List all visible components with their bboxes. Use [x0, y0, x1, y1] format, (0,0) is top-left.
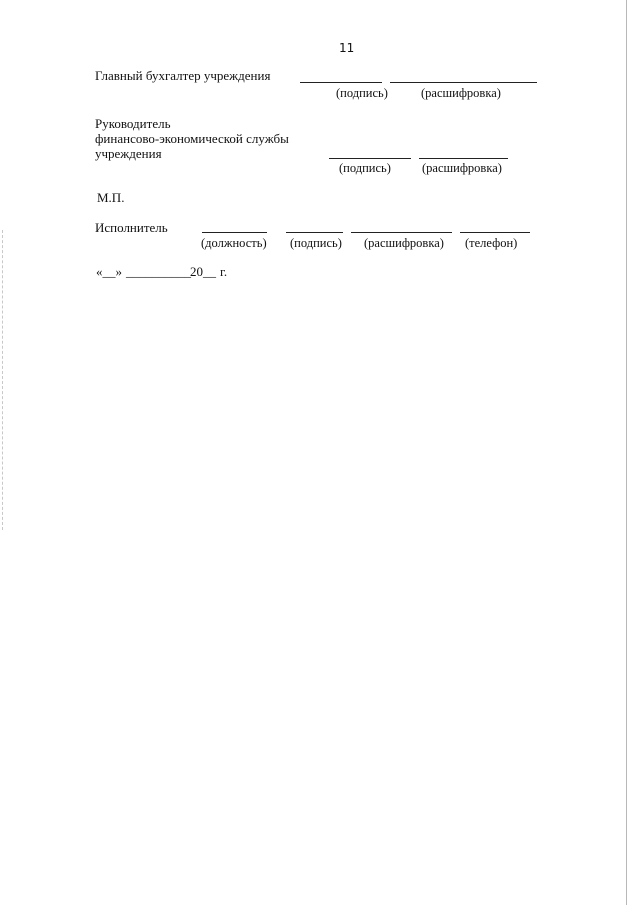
executor-signature-line — [286, 232, 343, 233]
executor-signature-caption: (подпись) — [290, 236, 342, 250]
date-year-field: 20__ — [190, 264, 216, 279]
executor-phone-line — [460, 232, 530, 233]
executor-position-caption: (должность) — [201, 236, 267, 250]
date-month-field: __________ — [126, 264, 191, 279]
chief-accountant-decoding-caption: (расшифровка) — [421, 86, 501, 100]
executor-label: Исполнитель — [95, 220, 168, 235]
head-finance-decoding-caption: (расшифровка) — [422, 161, 502, 175]
chief-accountant-label: Главный бухгалтер учреждения — [95, 68, 271, 83]
head-finance-label-line2: финансово-экономической службы — [95, 131, 289, 146]
executor-decoding-caption: (расшифровка) — [364, 236, 444, 250]
executor-decoding-line — [351, 232, 452, 233]
head-finance-decoding-line — [419, 158, 508, 159]
date-day-field: «__» — [96, 264, 122, 279]
executor-position-line — [202, 232, 267, 233]
page-number: 11 — [339, 41, 355, 55]
chief-accountant-signature-caption: (подпись) — [336, 86, 388, 100]
date-year-suffix: г. — [220, 264, 228, 279]
scan-edge-mark — [2, 230, 4, 530]
page-edge — [626, 0, 627, 905]
head-finance-label-line3: учреждения — [95, 146, 162, 161]
head-finance-signature-line — [329, 158, 411, 159]
stamp-place-label: М.П. — [97, 190, 125, 205]
head-finance-signature-caption: (подпись) — [339, 161, 391, 175]
head-finance-label-line1: Руководитель — [95, 116, 171, 131]
chief-accountant-signature-line — [300, 82, 382, 83]
chief-accountant-decoding-line — [390, 82, 537, 83]
executor-phone-caption: (телефон) — [465, 236, 518, 250]
